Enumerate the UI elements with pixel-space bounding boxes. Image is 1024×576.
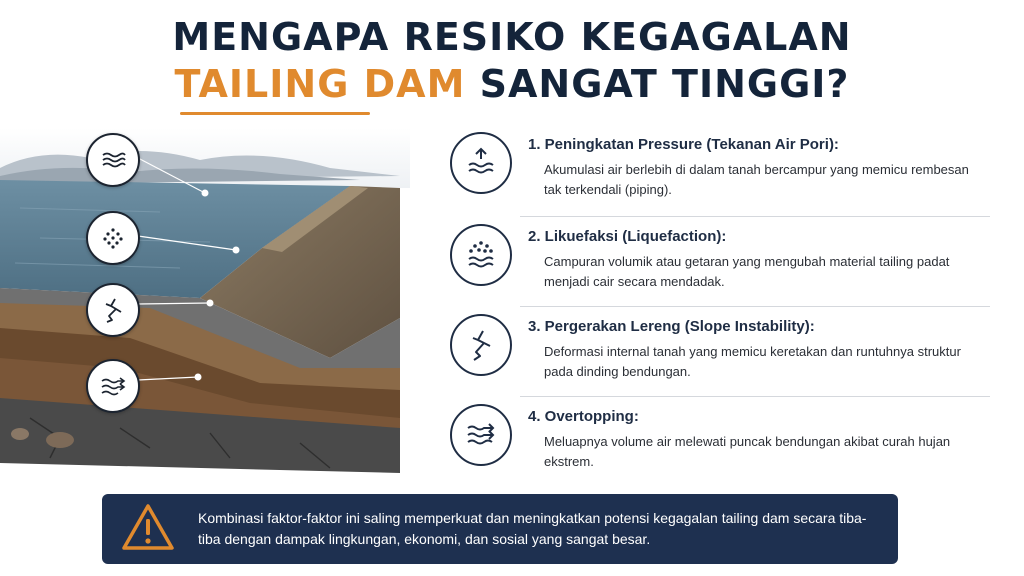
divider <box>520 216 990 217</box>
list-item <box>440 128 1000 214</box>
callout-slope <box>86 283 140 337</box>
item-heading: 2. Likuefaksi (Liquefaction): <box>528 228 727 245</box>
divider <box>520 306 990 307</box>
item-description: Akumulasi air berlebih di dalam tanah bercampur yang memicu rembesan tak terkendali (piping). <box>544 162 969 197</box>
title-underline <box>180 112 370 115</box>
list-item <box>440 400 1000 486</box>
title-accent: TAILING DAM <box>174 62 466 106</box>
title-line-1: MENGAPA RESIKO KEGAGALAN <box>172 15 852 59</box>
callout-liquefaction <box>86 211 140 265</box>
title-rest: SANGAT TINGGI? <box>479 62 850 106</box>
callout-overtopping <box>86 359 140 413</box>
callout-pressure <box>86 133 140 187</box>
item-heading: 3. Pergerakan Lereng (Slope Instability): <box>528 318 815 335</box>
page-title <box>0 14 1024 108</box>
title-line-2 <box>0 60 1024 108</box>
overflow-arrows-icon <box>450 404 512 466</box>
item-description: Deformasi internal tanah yang memicu keretakan dan runtuhnya struktur pada dinding bendungan. <box>544 344 961 379</box>
pressure-arrow-waves-icon <box>450 132 512 194</box>
item-description: Meluapnya volume air melewati puncak bendungan akibat curah hujan ekstrem. <box>544 434 951 469</box>
particles-over-waves-icon <box>450 224 512 286</box>
item-heading: 4. Overtopping: <box>528 408 639 425</box>
list-item <box>440 310 1000 396</box>
summary-banner <box>102 494 898 564</box>
list-item <box>440 220 1000 306</box>
item-description: Campuran volumik atau getaran yang mengubah material tailing padat menjadi cair secara mendadak. <box>544 254 950 289</box>
overflow-arrows-icon <box>99 372 127 400</box>
summary-text: Kombinasi faktor-faktor ini saling memperkuat dan meningkatkan potensi kegagalan tailing dam secara tiba-tiba dengan dampak lingkungan, ekonomi, dan sosial yang sangat besar. <box>198 510 867 547</box>
crack-icon <box>99 296 127 324</box>
divider <box>520 396 990 397</box>
item-heading: 1. Peningkatan Pressure (Tekanan Air Pori): <box>528 136 839 153</box>
crack-icon <box>450 314 512 376</box>
particles-icon <box>99 224 127 252</box>
warning-triangle-icon <box>120 502 176 554</box>
dam-cross-section-illustration <box>0 128 410 488</box>
waves-icon <box>99 146 127 174</box>
